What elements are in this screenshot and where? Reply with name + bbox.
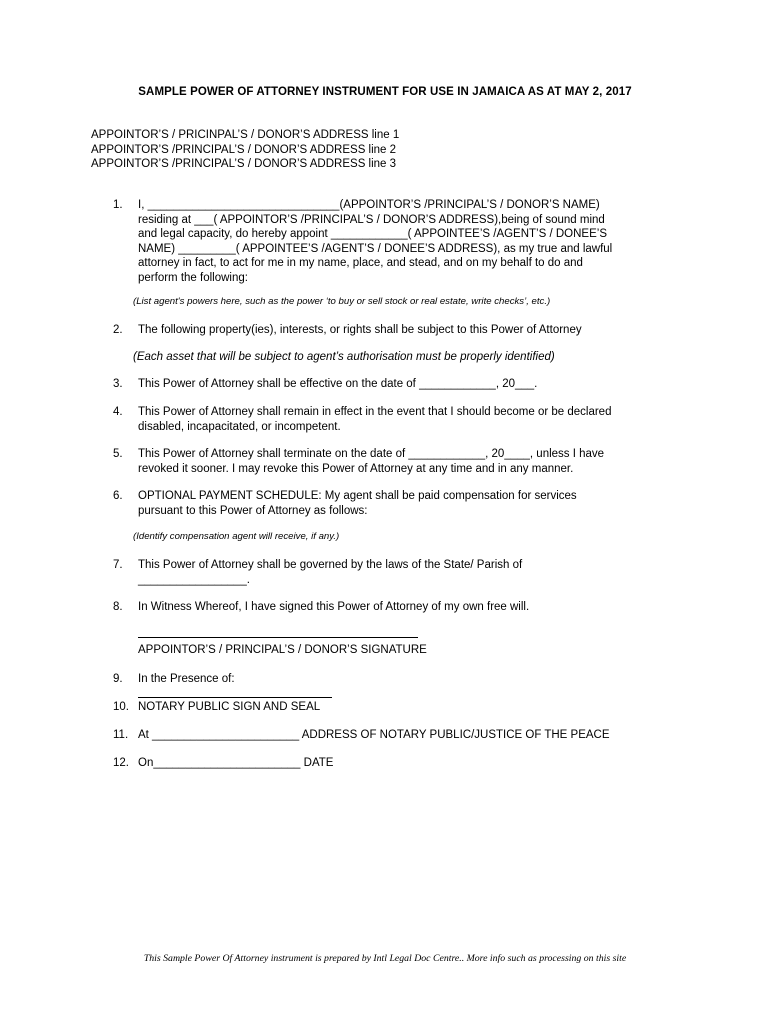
clause-text	[138, 447, 683, 476]
clause-line: At _______________________ ADDRESS OF NOTARY PUBLIC/JUSTICE OF THE PEACE	[138, 729, 610, 741]
clause-number: 4.	[113, 406, 123, 418]
clause-text	[138, 377, 683, 392]
clause-line: and legal capacity, do hereby appoint ____________( APPOINTEE’S /AGENT’S / DONEE’S	[138, 228, 607, 240]
clause-line: residing at ___( APPOINTOR’S /PRINCIPAL’S / DONOR’S ADDRESS),being of sound mind	[138, 213, 605, 226]
signature-line	[138, 637, 418, 638]
clause-line: This Power of Attorney shall terminate on the date of ____________, 20____, unless I have	[138, 448, 605, 460]
clause-number: 10.	[113, 701, 129, 713]
clause-text	[138, 700, 683, 715]
clause-text	[138, 672, 683, 687]
signature-label: APPOINTOR’S / PRINCIPAL’S / DONOR’S SIGNATURE	[138, 644, 427, 656]
clause-line: The following property(ies), interests, or rights shall be subject to this Power of Attorney	[138, 324, 582, 336]
clause-text	[138, 756, 683, 771]
clause-line: perform the following:	[138, 271, 248, 284]
clause-line: pursuant to this Power of Attorney as follows:	[138, 504, 368, 517]
compensation-instruction-note: (Identify compensation agent will receive, if any.)	[133, 531, 340, 542]
clause-line: This Power of Attorney shall be effective on the date of ____________, 20___.	[138, 378, 538, 390]
clause-text	[138, 489, 683, 518]
clause-number: 3.	[113, 378, 123, 390]
clause-line: This Power of Attorney shall be governed by the laws of the State/ Parish of	[138, 559, 523, 571]
clause-number: 7.	[113, 559, 123, 571]
clause-line: NOTARY PUBLIC SIGN AND SEAL	[138, 701, 321, 713]
clause-line: In the Presence of:	[138, 673, 235, 685]
clause-number: 8.	[113, 601, 123, 613]
clause-line: In Witness Whereof, I have signed this Power of Attorney of my own free will.	[138, 601, 530, 613]
clause-text	[138, 728, 683, 743]
appointor-address-block	[91, 128, 399, 172]
clause-line: This Power of Attorney shall remain in effect in the event that I should become or be declared	[138, 406, 612, 418]
clause-line: revoked it sooner. I may revoke this Power of Attorney at any time and in any manner.	[138, 462, 574, 475]
clause-text	[138, 405, 683, 434]
clause-number: 9.	[113, 673, 123, 685]
clause-number: 1.	[113, 199, 123, 211]
clause-line: NAME) _________( APPOINTEE’S /AGENT’S / DONEE’S ADDRESS), as my true and lawful	[138, 242, 613, 255]
clause-number: 11.	[113, 729, 129, 741]
address-line-3: APPOINTOR’S /PRINCIPAL’S / DONOR’S ADDRESS line 3	[91, 158, 397, 170]
clause-text	[138, 323, 683, 338]
clause-line: _________________.	[138, 573, 250, 586]
clause-number: 5.	[113, 448, 123, 460]
clause-number: 6.	[113, 490, 123, 502]
clause-number: 12.	[113, 757, 129, 769]
clause-line: OPTIONAL PAYMENT SCHEDULE: My agent shall be paid compensation for services	[138, 490, 577, 502]
clause-number: 2.	[113, 324, 123, 336]
document-title: SAMPLE POWER OF ATTORNEY INSTRUMENT FOR USE IN JAMAICA AS AT MAY 2, 2017	[138, 86, 632, 98]
powers-instruction-note: (List agent's powers here, such as the power ‘to buy or sell stock or real estate, write checks’, etc.)	[133, 296, 551, 307]
document-footer: This Sample Power Of Attorney instrument is prepared by Intl Legal Doc Centre.. More info such as processing on this site	[143, 953, 627, 964]
clause-text	[138, 558, 683, 587]
clause-line: I, ______________________________(APPOINTOR’S /PRINCIPAL’S / DONOR’S NAME)	[138, 199, 600, 211]
clause-line: attorney in fact, to act for me in my name, place, and stead, and on my behalf to do and	[138, 257, 583, 269]
address-line-1: APPOINTOR’S / PRICINPAL’S / DONOR’S ADDRESS line 1	[91, 129, 400, 141]
clause-line: disabled, incapacitated, or incompetent.	[138, 420, 341, 433]
address-line-2: APPOINTOR’S /PRINCIPAL’S / DONOR’S ADDRESS line 2	[91, 143, 397, 156]
clause-text	[138, 198, 683, 285]
witness-signature-line	[138, 697, 332, 698]
clause-line: On_______________________ DATE	[138, 757, 334, 769]
asset-instruction-note: (Each asset that will be subject to agent’s authorisation must be properly identified)	[133, 351, 555, 363]
clause-text	[138, 600, 683, 615]
